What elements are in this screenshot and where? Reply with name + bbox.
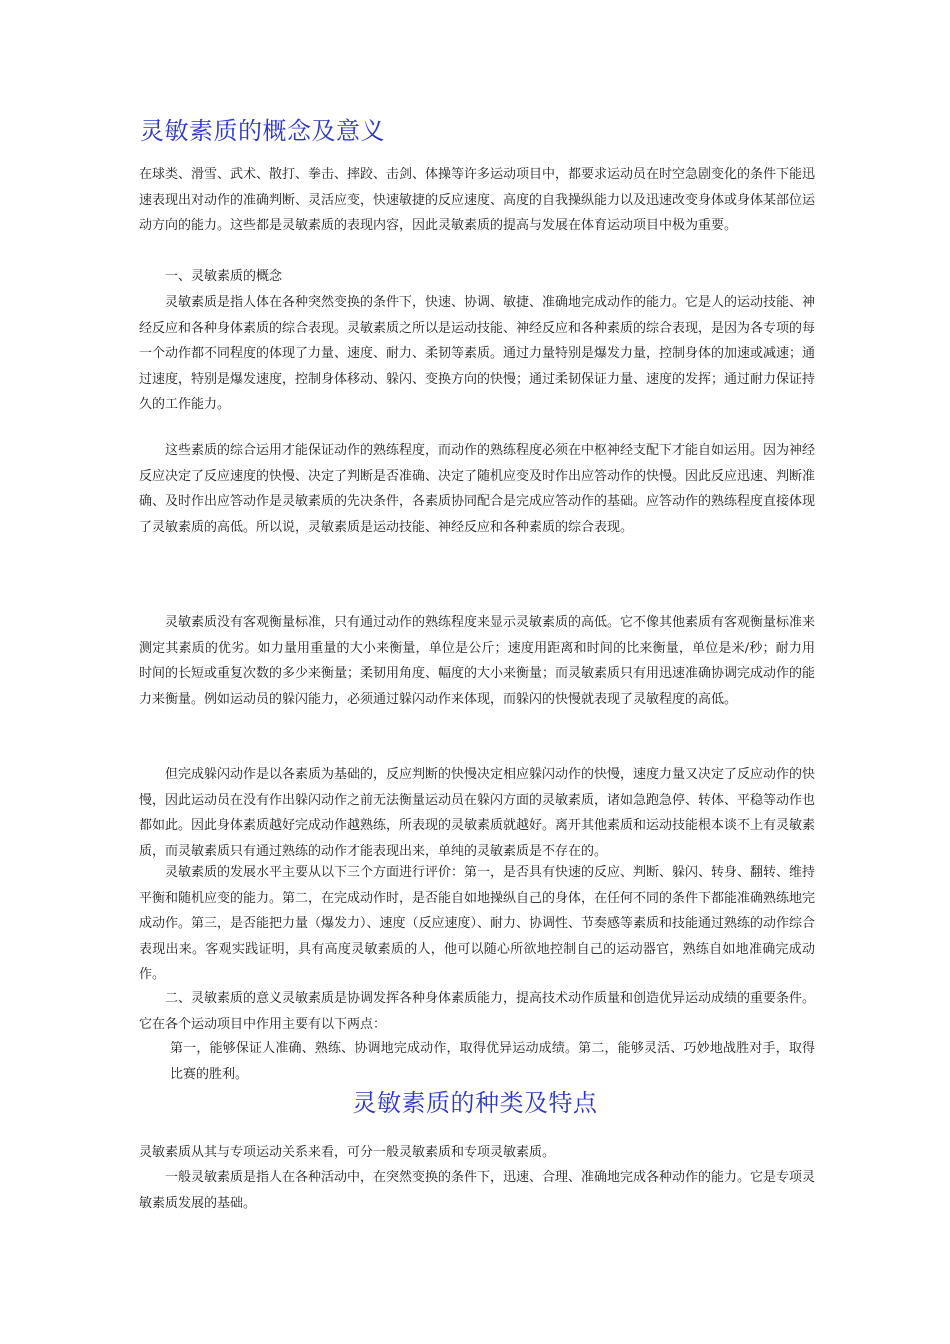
paragraph: 灵敏素质是指人体在各种突然变换的条件下，快速、协调、敏捷、准确地完成动作的能力。它是人的运动技能、神经反应和各种身体素质的综合表现。灵敏素质之所以是运动技能、神经反应和各种素质的综合表现，是因为各专项的每一个动作都不同程度的体现了力量、速度、耐力、柔韧等素质。通过力量特别是爆发力量，控制身体的加速或减速；通过速度，特别是爆发速度，控制身体移动、躲闪、变换方向的快慢；通过柔韧保证力量、速度的发挥；通过耐力保证持久的工作能力。 <box>139 295 816 412</box>
subheading-significance: 二、灵敏素质的意义灵敏素质是协调发挥各种身体素质能力，提高技术动作质量和创造优异运动成绩的重要条件。它在各个运动项目中作用主要有以下两点： <box>139 991 816 1032</box>
paragraph: 但完成躲闪动作是以各素质为基础的，反应判断的快慢决定相应躲闪动作的快慢，速度力量又决定了反应动作的快慢，因此运动员在没有作出躲闪动作之前无法衡量运动员在躲闪方面的灵敏素质，诸如急跑急停、转体、平稳等动作也都如此。因此身体素质越好完成动作越熟练，所表现的灵敏素质就越好。离开其他素质和运动技能根本谈不上有灵敏素质，而灵敏素质只有通过熟练的动作才能表现出来，单纯的灵敏素质是不存在的。 <box>139 767 816 859</box>
intro-paragraph: 在球类、滑雪、武术、散打、拳击、摔跤、击剑、体操等许多运动项目中，都要求运动员在时空急剧变化的条件下能迅速表现出对动作的准确判断、灵活应变，快速敏捷的反应速度、高度的自我操纵能力以及迅速改变身体或身体某部位运动方向的能力。这些都是灵敏素质的表现内容，因此灵敏素质的提高与发展在体育运动项目中极为重要。 <box>139 167 816 233</box>
subheading-concept: 一、灵敏素质的概念 <box>165 269 283 284</box>
paragraph: 第一，能够保证人准确、熟练、协调地完成动作，取得优异运动成绩。第二，能够灵活、巧妙地战胜对手，取得比赛的胜利。 <box>170 1041 815 1082</box>
paragraph: 灵敏素质从其与专项运动关系来看，可分一般灵敏素质和专项灵敏素质。 <box>139 1145 556 1160</box>
section-title: 灵敏素质的概念及意义 <box>140 117 385 145</box>
section-title: 灵敏素质的种类及特点 <box>352 1089 598 1117</box>
paragraph: 这些素质的综合运用才能保证动作的熟练程度，而动作的熟练程度必须在中枢神经支配下才能自如运用。因为神经反应决定了反应速度的快慢、决定了判断是否准确、决定了随机应变及时作出应答动作的快慢。因此反应迅速、判断准确、及时作出应答动作是灵敏素质的先决条件，各素质协同配合是完成应答动作的基础。应答动作的熟练程度直接体现了灵敏素质的高低。所以说，灵敏素质是运动技能、神经反应和各种素质的综合表现。 <box>139 443 816 535</box>
paragraph: 一般灵敏素质是指人在各种活动中，在突然变换的条件下，迅速、合理、准确地完成各种动作的能力。它是专项灵敏素质发展的基础。 <box>139 1170 816 1211</box>
paragraph: 灵敏素质的发展水平主要从以下三个方面进行评价：第一，是否具有快速的反应、判断、躲闪、转身、翻转、维持平衡和随机应变的能力。第二，在完成动作时，是否能自如地操纵自己的身体，在任何不同的条件下都能准确熟练地完成动作。第三，是否能把力量（爆发力）、速度（反应速度）、耐力、协调性、节奏感等素质和技能通过熟练的动作综合表现出来。客观实践证明，具有高度灵敏素质的人，他可以随心所欲地控制自己的运动器官，熟练自如地准确完成动作。 <box>139 865 816 982</box>
paragraph: 灵敏素质没有客观衡量标准，只有通过动作的熟练程度来显示灵敏素质的高低。它不像其他素质有客观衡量标准来测定其素质的优劣。如力量用重量的大小来衡量，单位是公斤；速度用距离和时间的比来衡量，单位是米/秒；耐力用时间的长短或重复次数的多少来衡量；柔韧用角度、幅度的大小来衡量；而灵敏素质只有用迅速准确协调完成动作的能力来衡量。例如运动员的躲闪能力，必须通过躲闪动作来体现，而躲闪的快慢就表现了灵敏程度的高低。 <box>139 615 816 707</box>
